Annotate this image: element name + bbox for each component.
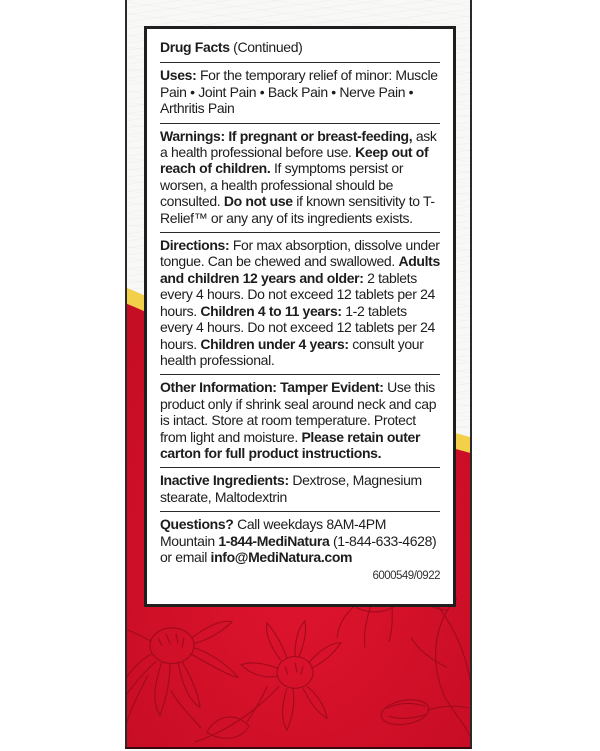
other-information-section <box>160 375 440 468</box>
uses-section <box>160 63 440 123</box>
directions-under4-text: consult your health professional. <box>160 335 424 368</box>
label-panel <box>125 0 472 749</box>
other-information-text: Use this product only if shrink seal around neck and cap is intact. Store at room temperature. Protect from light and moisture. <box>160 379 437 445</box>
tamper-evident-label: Tamper Evident: <box>280 379 384 396</box>
inactive-ingredients-text: Dextrose, Magnesium stearate, Maltodextrin <box>160 472 422 505</box>
directions-adults-text: 2 tablets every 4 hours. Do not exceed 12 tablets per 24 hours. <box>160 269 435 319</box>
warnings-pregnancy-text: ask a health professional before use. <box>160 127 437 161</box>
drug-facts-subtitle: (Continued) <box>233 39 303 55</box>
phone-numeric-text: (1-844-633-4628) or email <box>160 532 437 565</box>
warnings-section <box>160 124 440 233</box>
product-code: 6000549/0922 <box>372 570 440 583</box>
retain-carton-text: Please retain outer carton for full product instructions. <box>160 428 421 461</box>
email-link[interactable]: info@MediNatura.com <box>210 548 353 565</box>
questions-section <box>160 512 440 591</box>
warnings-sensitivity-text: if known sensitivity to T-Relief™ or any any of its ingredients exists. <box>160 193 435 226</box>
drug-facts-box <box>144 26 456 607</box>
uses-text: For the temporary relief of minor: Muscle Pain • Joint Pain • Back Pain • Nerve Pain • Arthritis Pain <box>160 67 438 117</box>
questions-hours-text: Call weekdays 8AM-4PM Mountain <box>160 516 387 549</box>
directions-under4-label: Children under 4 years: <box>200 335 349 352</box>
inactive-ingredients-label: Inactive Ingredients: <box>160 472 289 489</box>
directions-adults-label: Adults and children 12 years and older: <box>160 253 440 286</box>
directions-children-label: Children 4 to 11 years: <box>200 302 342 319</box>
phone-number-link[interactable]: 1-844-MediNatura <box>218 532 330 549</box>
warnings-do-not-use: Do not use <box>223 193 293 210</box>
directions-text: For max absorption, dissolve under tongue. Can be chewed and swallowed. <box>160 237 440 270</box>
directions-section <box>160 233 440 375</box>
warnings-children: Keep out of reach of children. <box>160 144 429 177</box>
warnings-pregnancy: If pregnant or breast-feeding, <box>228 127 413 144</box>
drug-facts-header <box>160 37 440 63</box>
inactive-ingredients-section <box>160 468 440 512</box>
directions-children-text: 1-2 tablets every 4 hours. Do not exceed 12 tablets per 24 hours. <box>160 302 435 352</box>
warnings-label: Warnings: <box>160 127 225 144</box>
uses-label: Uses: <box>160 67 197 84</box>
other-information-label: Other Information: <box>160 379 277 396</box>
directions-label: Directions: <box>160 237 230 254</box>
questions-label: Questions? <box>160 516 234 533</box>
warnings-symptoms-text: If symptoms persist or worsen, a health professional should be consulted. <box>160 160 404 210</box>
drug-facts-title: Drug Facts <box>160 39 230 55</box>
